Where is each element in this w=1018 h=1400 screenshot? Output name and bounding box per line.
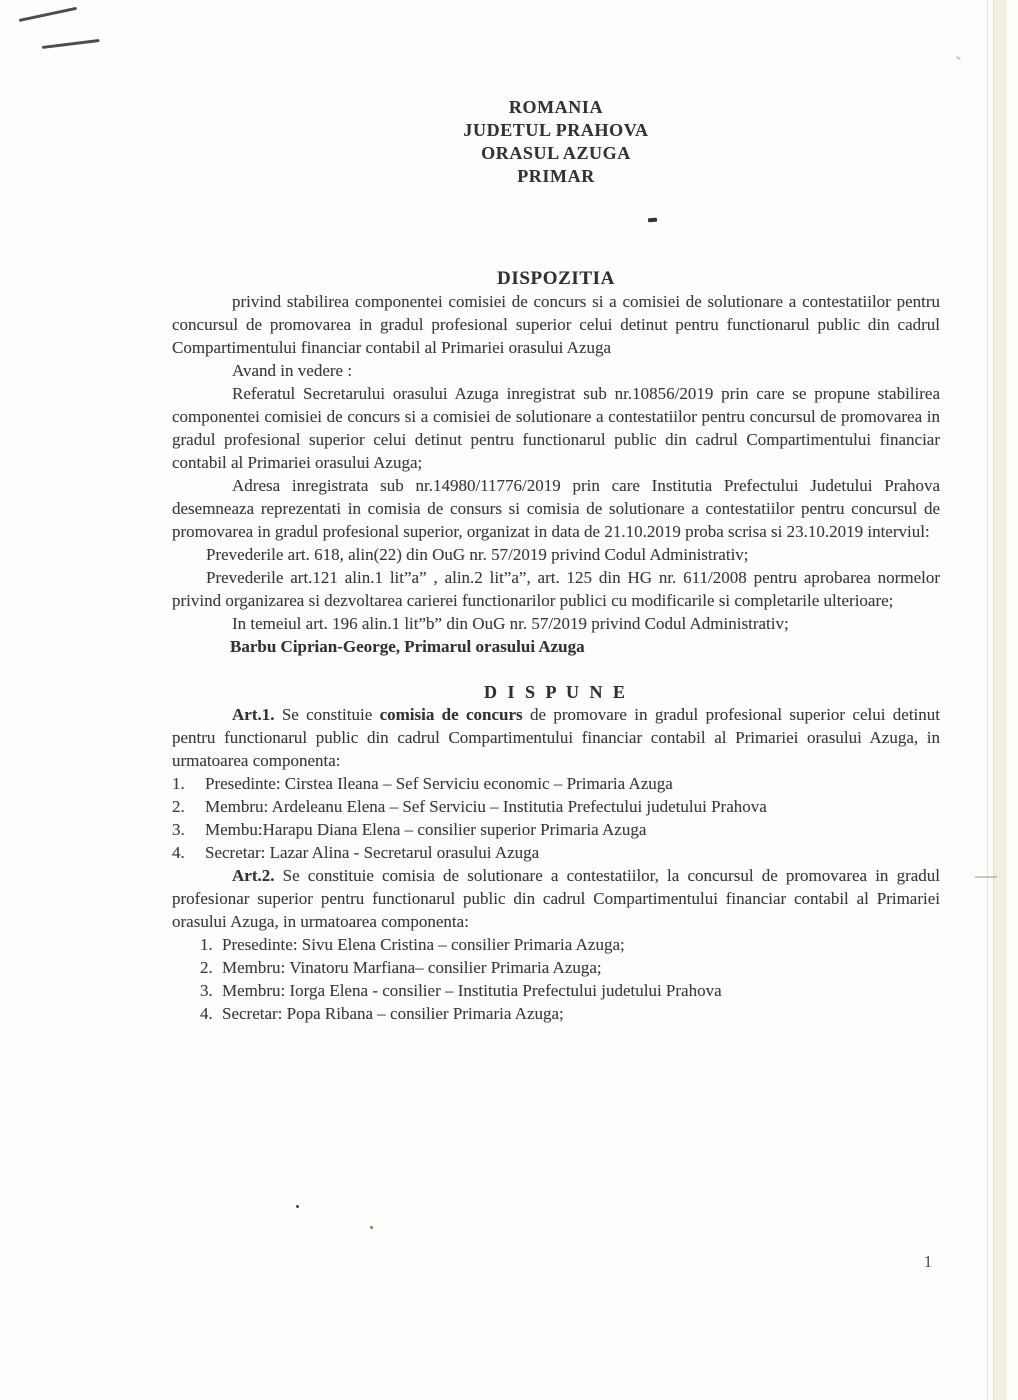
article-1-rest: de promovare in gradul profesional superior celui detinut pentru functionarul public din cadrul Compartimentului financiar contabil al Primariei orasului Azuga, in urmatoarea componenta: xyxy=(172,705,940,770)
list-item xyxy=(172,818,940,841)
letterhead-county: JUDETUL PRAHOVA xyxy=(463,120,649,140)
list-item-number: 1. xyxy=(172,774,185,793)
list-item xyxy=(200,933,940,956)
list-item-text: Membru: Iorga Elena - consilier – Institutia Prefectului judetului Prahova xyxy=(222,981,722,1000)
article-2-members-list xyxy=(172,933,940,1025)
scan-speck xyxy=(370,1226,373,1229)
list-item-text: Membru: Vinatoru Marfiana– consilier Primaria Azuga; xyxy=(222,958,602,977)
letterhead-town: ORASUL AZUGA xyxy=(481,143,631,163)
list-item-number: 3. xyxy=(172,820,185,839)
list-item xyxy=(172,795,940,818)
recital-referat: Referatul Secretarului orasului Azuga inregistrat sub nr.10856/2019 prin care se propune stabilirea componentei comisiei de concurs si a comisiei de solutionare a contestatiilor pentru concursul de promovarea in gradul profesional superior celui detinut pentru functionarul public din cadrul Compartimentului financiar contabil al Primariei orasului Azuga; xyxy=(172,384,940,472)
list-item xyxy=(200,1002,940,1025)
letterhead xyxy=(172,0,940,188)
scan-speck xyxy=(296,1205,299,1208)
page-number: 1 xyxy=(923,1252,933,1271)
issuer-line: Barbu Ciprian-George, Primarul orasului Azuga xyxy=(230,637,585,656)
list-item-number: 4. xyxy=(172,843,185,862)
list-item-number: 4. xyxy=(200,1004,213,1023)
list-item-text: Presedinte: Sivu Elena Cristina – consilier Primaria Azuga; xyxy=(222,935,625,954)
list-item xyxy=(200,956,940,979)
article-1-bold-phrase: comisia de concurs xyxy=(379,705,523,724)
list-item-number: 3. xyxy=(200,981,213,1000)
document-title: DISPOZITIA xyxy=(497,268,615,289)
article-2-text: Se constituie comisia de solutionare a contestatiilor, la concursul de promovarea in gradul profesionar superior pentru functionarul public din cadrul Compartimentului financiar contabil al Primariei orasului Azuga, in urmatoarea componenta: xyxy=(172,866,941,931)
list-item-text: Membu:Harapu Diana Elena – consilier superior Primaria Azuga xyxy=(205,820,647,839)
list-item xyxy=(172,772,940,795)
list-item-number: 2. xyxy=(200,958,213,977)
article-2-paragraph xyxy=(172,864,940,933)
article-1-paragraph xyxy=(172,703,940,772)
list-item-text: Secretar: Popa Ribana – consilier Primaria Azuga; xyxy=(222,1004,564,1023)
article-1-lead: Se constituie xyxy=(281,705,373,724)
letterhead-office: PRIMAR xyxy=(517,166,595,186)
article-2-label: Art.2. xyxy=(232,866,275,885)
letterhead-country: ROMANIA xyxy=(508,97,604,117)
recital-prevederi-121: Prevederile art.121 alin.1 lit”a” , alin.2 lit”a”, art. 125 din HG nr. 611/2008 pentru aprobarea normelor privind organizarea si dezvoltarea carierei functionarilor publici cu modificarile si completarile ulterioare; xyxy=(172,568,940,610)
list-item xyxy=(200,979,940,1002)
recital-prevederi-618: Prevederile art. 618, alin(22) din OuG nr. 57/2019 privind Codul Administrativ; xyxy=(206,545,749,564)
list-item xyxy=(172,841,940,864)
dispune-heading: D I S P U N E xyxy=(483,682,629,702)
article-1-members-list xyxy=(172,772,940,864)
having-regard-line: Avand in vedere : xyxy=(232,361,353,380)
list-item-text: Membru: Ardeleanu Elena – Sef Serviciu – Institutia Prefectului judetului Prahova xyxy=(205,797,767,816)
list-item-number: 2. xyxy=(172,797,185,816)
article-1-label: Art.1. xyxy=(232,705,275,724)
list-item-number: 1. xyxy=(200,935,213,954)
document-subtitle: privind stabilirea componentei comisiei de concurs si a comisiei de solutionare a contestatiilor pentru concursul de promovarea in gradul profesional superior celui detinut pentru functionarul public din cadrul Compartimentului financiar contabil al Primariei orasului Azuga xyxy=(172,292,940,357)
list-item-text: Secretar: Lazar Alina - Secretarul orasului Azuga xyxy=(205,843,540,862)
recital-adresa: Adresa inregistrata sub nr.14980/11776/2019 prin care Institutia Prefectului Judetului Prahova desemneaza reprezentati in comisia de consurs si comisia de solutionare a contestatiilor pentru concursul de promovarea in gradul profesional superior, organizat in data de 21.10.2019 proba scrisa si 23.10.2019 interviul: xyxy=(172,476,940,541)
recital-temei: In temeiul art. 196 alin.1 lit”b” din OuG nr. 57/2019 privind Codul Administrativ; xyxy=(232,614,789,633)
list-item-text: Presedinte: Cirstea Ileana – Sef Serviciu economic – Primaria Azuga xyxy=(205,774,673,793)
